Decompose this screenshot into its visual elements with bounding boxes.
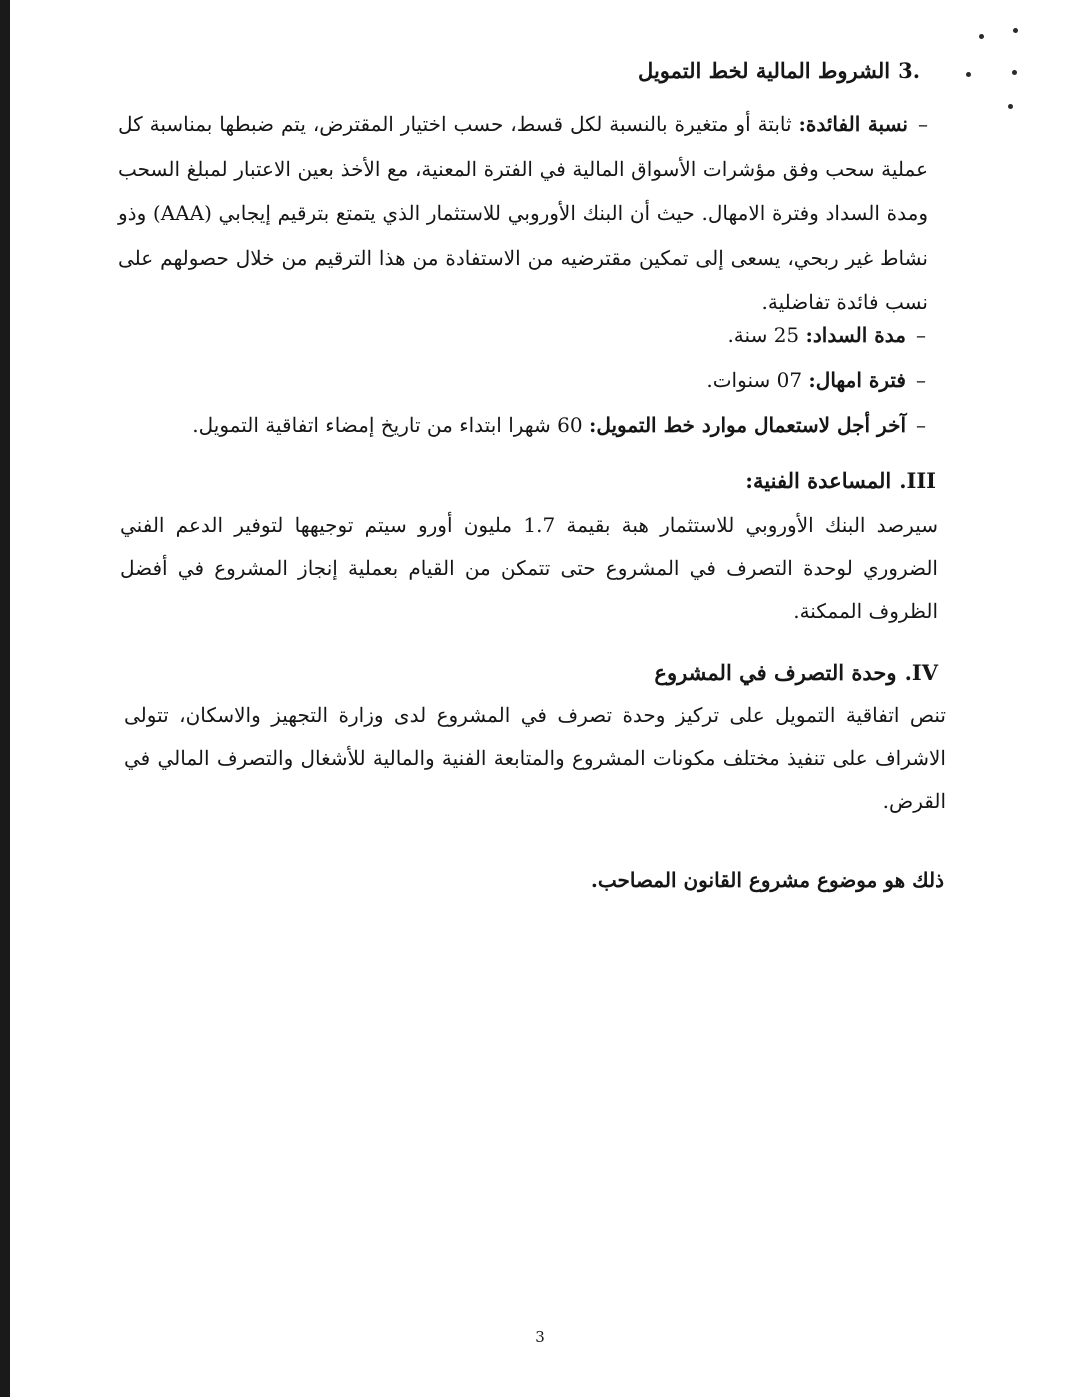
scan-dot bbox=[979, 34, 984, 39]
scan-dot bbox=[1012, 70, 1017, 75]
section-III-heading bbox=[745, 466, 936, 496]
section-IV-heading bbox=[654, 658, 938, 688]
section-title: المساعدة الفنية: bbox=[745, 468, 892, 493]
deadline-value: 60 شهرا ابتداء من تاريخ إمضاء اتفاقية التمويل. bbox=[192, 413, 583, 437]
section-number: .3 bbox=[898, 58, 920, 83]
deadline-item bbox=[192, 410, 926, 440]
section-3-heading bbox=[638, 56, 920, 86]
bullet-dash: – bbox=[916, 368, 926, 392]
interest-rate-paragraph bbox=[118, 102, 928, 325]
grace-period-value: 07 سنوات. bbox=[706, 368, 803, 392]
section-title: الشروط المالية لخط التمويل bbox=[638, 58, 891, 83]
project-unit-paragraph: تنص اتفاقية التمويل على تركيز وحدة تصرف في المشروع لدى وزارة التجهيز والاسكان، تتولى الاشراف على تنفيذ مختلف مكونات المشروع والمتابعة الفنية والمالية للأشغال والتصرف المالي في القرض. bbox=[124, 703, 946, 813]
grace-period-label: فترة امهال: bbox=[808, 368, 906, 392]
bullet-dash: – bbox=[916, 323, 926, 347]
scan-dot bbox=[1008, 104, 1013, 109]
grace-period-item bbox=[706, 365, 926, 395]
interest-rate-label: نسبة الفائدة: bbox=[798, 112, 908, 136]
section-title: وحدة التصرف في المشروع bbox=[654, 660, 897, 685]
repayment-period-value: 25 سنة. bbox=[727, 323, 800, 347]
page-number: 3 bbox=[535, 1328, 545, 1346]
bullet-dash: – bbox=[916, 413, 926, 437]
repayment-period-label: مدة السداد: bbox=[805, 323, 906, 347]
section-number: III. bbox=[899, 468, 936, 493]
bullet-dash: – bbox=[918, 112, 928, 136]
closing-statement: ذلك هو موضوع مشروع القانون المصاحب. bbox=[590, 868, 944, 892]
section-number: IV. bbox=[904, 660, 938, 685]
scan-edge bbox=[0, 0, 10, 1397]
technical-assistance-paragraph: سيرصد البنك الأوروبي للاستثمار هبة بقيمة 1.7 مليون أورو سيتم توجيهها لتوفير الدعم الفني الضروري لوحدة التصرف في المشروع حتى تتمكن من القيام بعملية إنجاز المشروع في أفضل الظروف الممكنة. bbox=[120, 513, 938, 623]
scan-dot bbox=[966, 72, 971, 77]
scan-dot bbox=[1013, 28, 1018, 33]
repayment-period-item bbox=[727, 320, 926, 350]
deadline-label: آخر أجل لاستعمال موارد خط التمويل: bbox=[588, 413, 906, 437]
interest-rate-text: ثابتة أو متغيرة بالنسبة لكل قسط، حسب اختيار المقترض، يتم ضبطها بمناسبة كل عملية سحب وفق مؤشرات الأسواق المالية في الفترة المعنية، مع الأخذ بعين الاعتبار لمبلغ السحب ومدة السداد وفترة الامهال. حيث أن البنك الأوروبي للاستثمار الذي يتمتع بترقيم إيجابي (AAA) وذو نشاط غير ربحي، يسعى إلى تمكين مقترضيه من الاستفادة من هذا الترقيم من خلال حصولهم على نسب فائدة تفاضلية. bbox=[118, 112, 928, 314]
